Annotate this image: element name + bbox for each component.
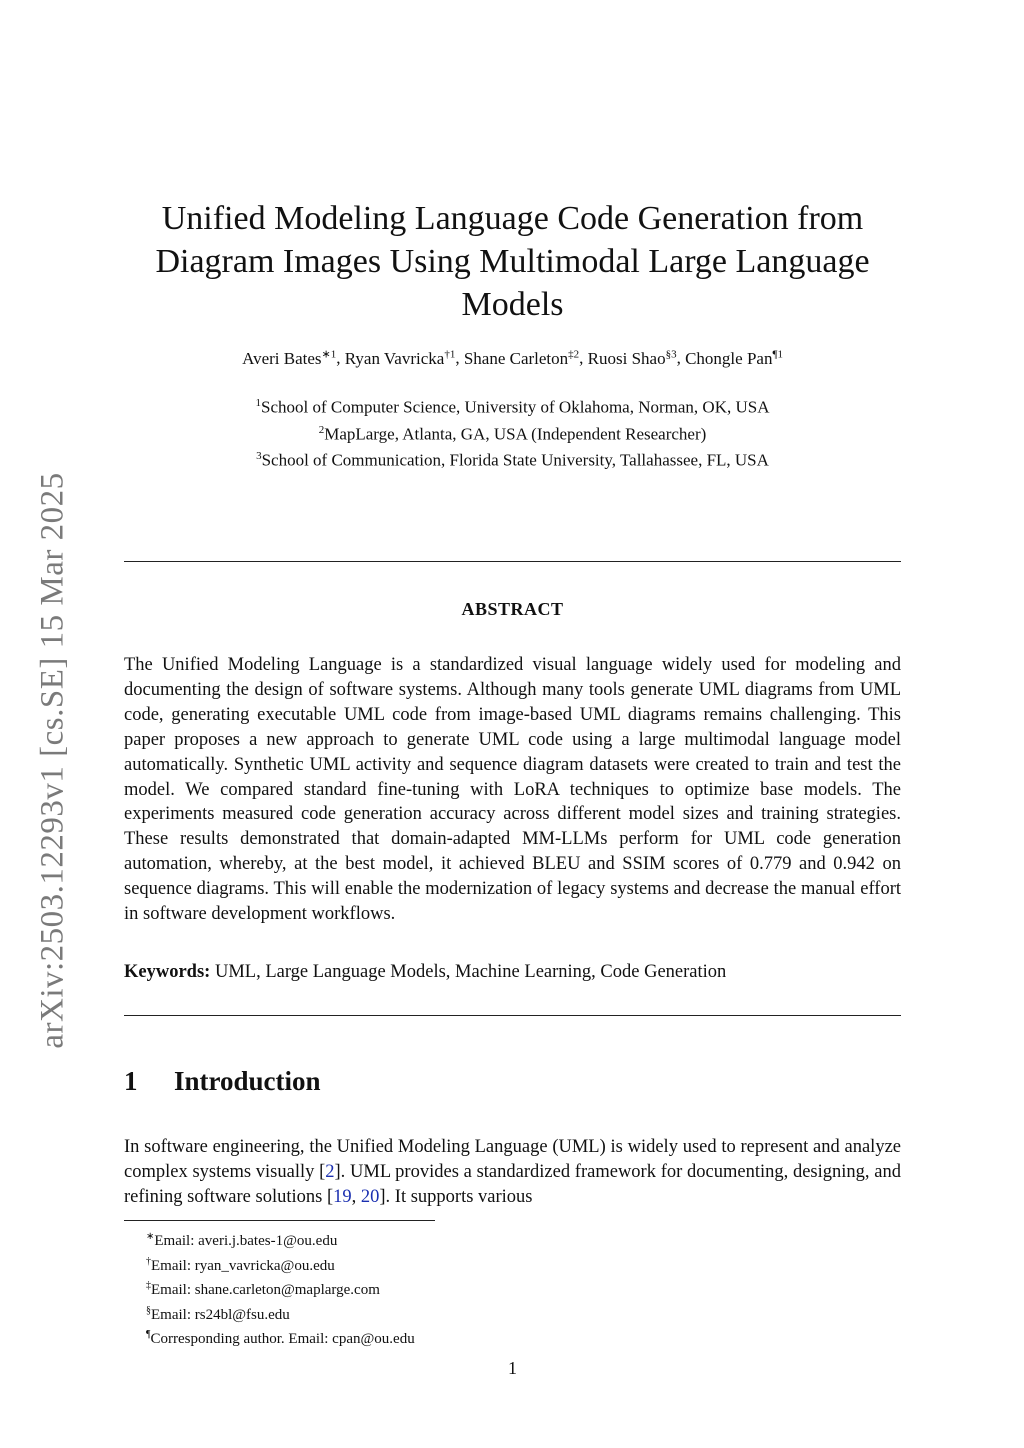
author: Shane Carleton$^{\ddagger 2}$ [463,348,580,368]
abstract-top-rule [124,561,901,562]
citation-link[interactable]: 20 [360,1186,380,1207]
affiliation: $^1$School of Computer Science, University of Oklahoma, Norman, OK, USA [255,397,770,417]
author-list: Averi Bates$^{∗1}$, Ryan Vavricka$^{\dagger 1}$, Shane Carleton$^{\ddagger 2}$, Ruosi Shao$^{\S 3}$, Chongle Pan$^{\P 1}$ [242,348,783,368]
section-heading [124,1066,321,1097]
abstract-text: The Unified Modeling Language is a standardized visual language widely used for modeling and documenting the design of software systems. Although many tools generate UML diagrams from UML code, generating executable UML code from image-based UML diagrams remains challenging. This paper proposes a new approach to generate UML code using a large multimodal language model automatically. Synthetic UML activity and sequence diagram datasets were created to train and test the model. We compared standard fine-tuning with LoRA techniques to optimize base models. The experiments measured code generation accuracy across different model sizes and training strategies. These results demonstrated that domain-adapted MM-LLMs perform for UML code generation automation, whereby, at the best model, it achieved BLEU and SSIM scores of 0.779 and 0.942 on sequence diagrams. This will enable the modernization of legacy systems and decrease the manual effort in software development workflows. [124,655,901,925]
footnote: ‡Email: shane.carleton@maplarge.com [146,1280,380,1298]
keywords-text: UML, Large Language Models, Machine Learning, Code Generation [214,962,727,982]
footnote: §Email: rs24bl@fsu.edu [146,1304,290,1323]
abstract-bottom-rule [124,1015,901,1016]
arxiv-identifier-text: arXiv:2503.12293v1 [cs.SE] 15 Mar 2025 [34,471,71,1049]
citation-link[interactable]: 19 [333,1186,352,1207]
arxiv-identifier-stamp [8,471,98,1049]
affiliation: $^2$MapLarge, Atlanta, GA, USA (Independent Researcher) [318,423,707,444]
affiliation-list [124,392,901,472]
author: Chongle Pan$^{\P 1}$ [685,348,783,368]
footnote: ∗Email: averi.j.bates-1@ou.edu [146,1231,338,1249]
section-number: 1 [124,1066,138,1096]
footnote-rule [124,1220,435,1221]
author: Ryan Vavricka$^{\dagger 1}$ [344,348,456,368]
keywords-label: Keywords: [124,962,211,982]
footnote: ¶Corresponding author. Email: cpan@ou.edu [146,1329,415,1347]
author: Averi Bates$^{∗1}$ [242,348,337,368]
page-number: 1 [508,1358,517,1378]
citation-link[interactable]: 2 [325,1161,335,1182]
footnote-list [146,1227,415,1350]
affiliation: $^3$School of Communication, Florida State University, Tallahassee, FL, USA [256,450,769,470]
abstract-heading: ABSTRACT [461,599,564,619]
intro-paragraph: In software engineering, the Unified Modeling Language (UML) is widely used to represent and analyze complex systems visually [2]. UML provides a standardized framework for documenting, designing, and refining software solutions [19, 20]. It supports various [124,1137,901,1207]
footnote: †Email: ryan_vavricka@ou.edu [146,1255,335,1274]
paper-title: Unified Modeling Language Code Generation from Diagram Images Using Multimodal Large Language Models [155,200,870,323]
keywords [124,962,901,983]
section-title: Introduction [174,1066,321,1096]
author: Ruosi Shao$^{\S 3}$ [587,348,677,368]
